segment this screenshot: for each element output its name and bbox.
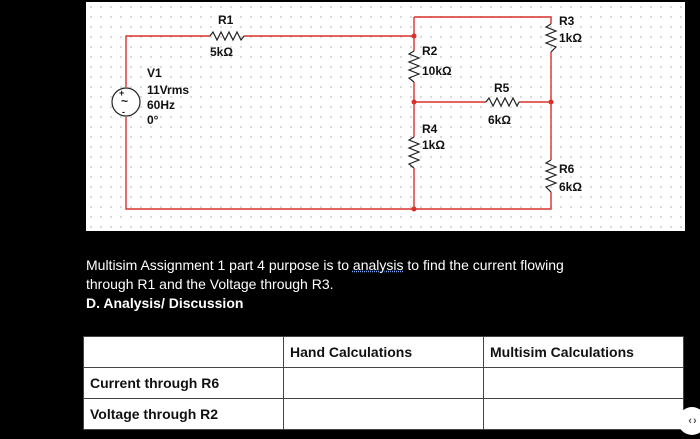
wire-left-top (126, 36, 210, 87)
analysis-heading: D. Analysis/ Discussion (86, 295, 244, 311)
calculations-table (83, 336, 684, 430)
r4-value: 1kΩ (422, 138, 445, 152)
wire-top-right (414, 17, 551, 24)
r5-symbol (486, 98, 519, 106)
ac-minus-sign: - (122, 107, 125, 117)
table-header-hand: Hand Calculations (284, 337, 484, 368)
r1-symbol (210, 32, 244, 40)
r3-symbol (546, 24, 556, 52)
node-dot (412, 207, 417, 212)
table-header-row (84, 337, 684, 368)
r1-value: 5kΩ (210, 45, 233, 59)
row-label: Voltage through R2 (84, 399, 284, 430)
r1-name: R1 (218, 13, 234, 27)
hand-cell[interactable] (284, 399, 484, 430)
r6-symbol (546, 160, 556, 192)
table-header-multisim: Multisim Calculations (484, 337, 684, 368)
r6-name: R6 (559, 162, 575, 176)
r2-symbol (409, 51, 419, 82)
table-row (84, 399, 684, 430)
v1-frequency: 60Hz (147, 98, 176, 112)
multisim-cell[interactable] (484, 399, 684, 430)
ac-wave-icon: ~ (121, 94, 129, 108)
table-header-blank (84, 337, 284, 368)
nav-arrows-button[interactable] (678, 407, 700, 435)
assignment-text (86, 256, 646, 313)
node-dot (549, 100, 554, 105)
r5-name: R5 (494, 81, 510, 95)
v1-phase: 0° (147, 113, 159, 127)
r4-symbol (409, 137, 419, 168)
circuit-schematic (86, 2, 685, 231)
table-row (84, 368, 684, 399)
r3-name: R3 (559, 14, 575, 28)
nav-arrows-icon: ‹ › (688, 415, 696, 427)
wire-bottom (126, 117, 551, 209)
row-label: Current through R6 (84, 368, 284, 399)
r4-name: R4 (422, 122, 438, 136)
r5-value: 6kΩ (488, 113, 511, 127)
r3-value: 1kΩ (559, 31, 582, 45)
node-dot (412, 100, 417, 105)
v1-voltage: 11Vrms (147, 83, 190, 97)
hand-cell[interactable] (284, 368, 484, 399)
r6-value: 6kΩ (559, 180, 582, 194)
assignment-line-2: through R1 and the Voltage through R3. (86, 276, 334, 292)
assignment-line-1: Multisim Assignment 1 part 4 purpose is to analysis to find the current flowing (86, 257, 564, 273)
ac-plus-sign: + (119, 88, 125, 98)
underlined-word: analysis (352, 257, 404, 273)
circuit-wiring (86, 2, 685, 231)
r2-value: 10kΩ (422, 64, 452, 78)
v1-name: V1 (147, 66, 162, 80)
node-dot (412, 34, 417, 39)
r2-name: R2 (422, 44, 438, 58)
multisim-cell[interactable] (484, 368, 684, 399)
